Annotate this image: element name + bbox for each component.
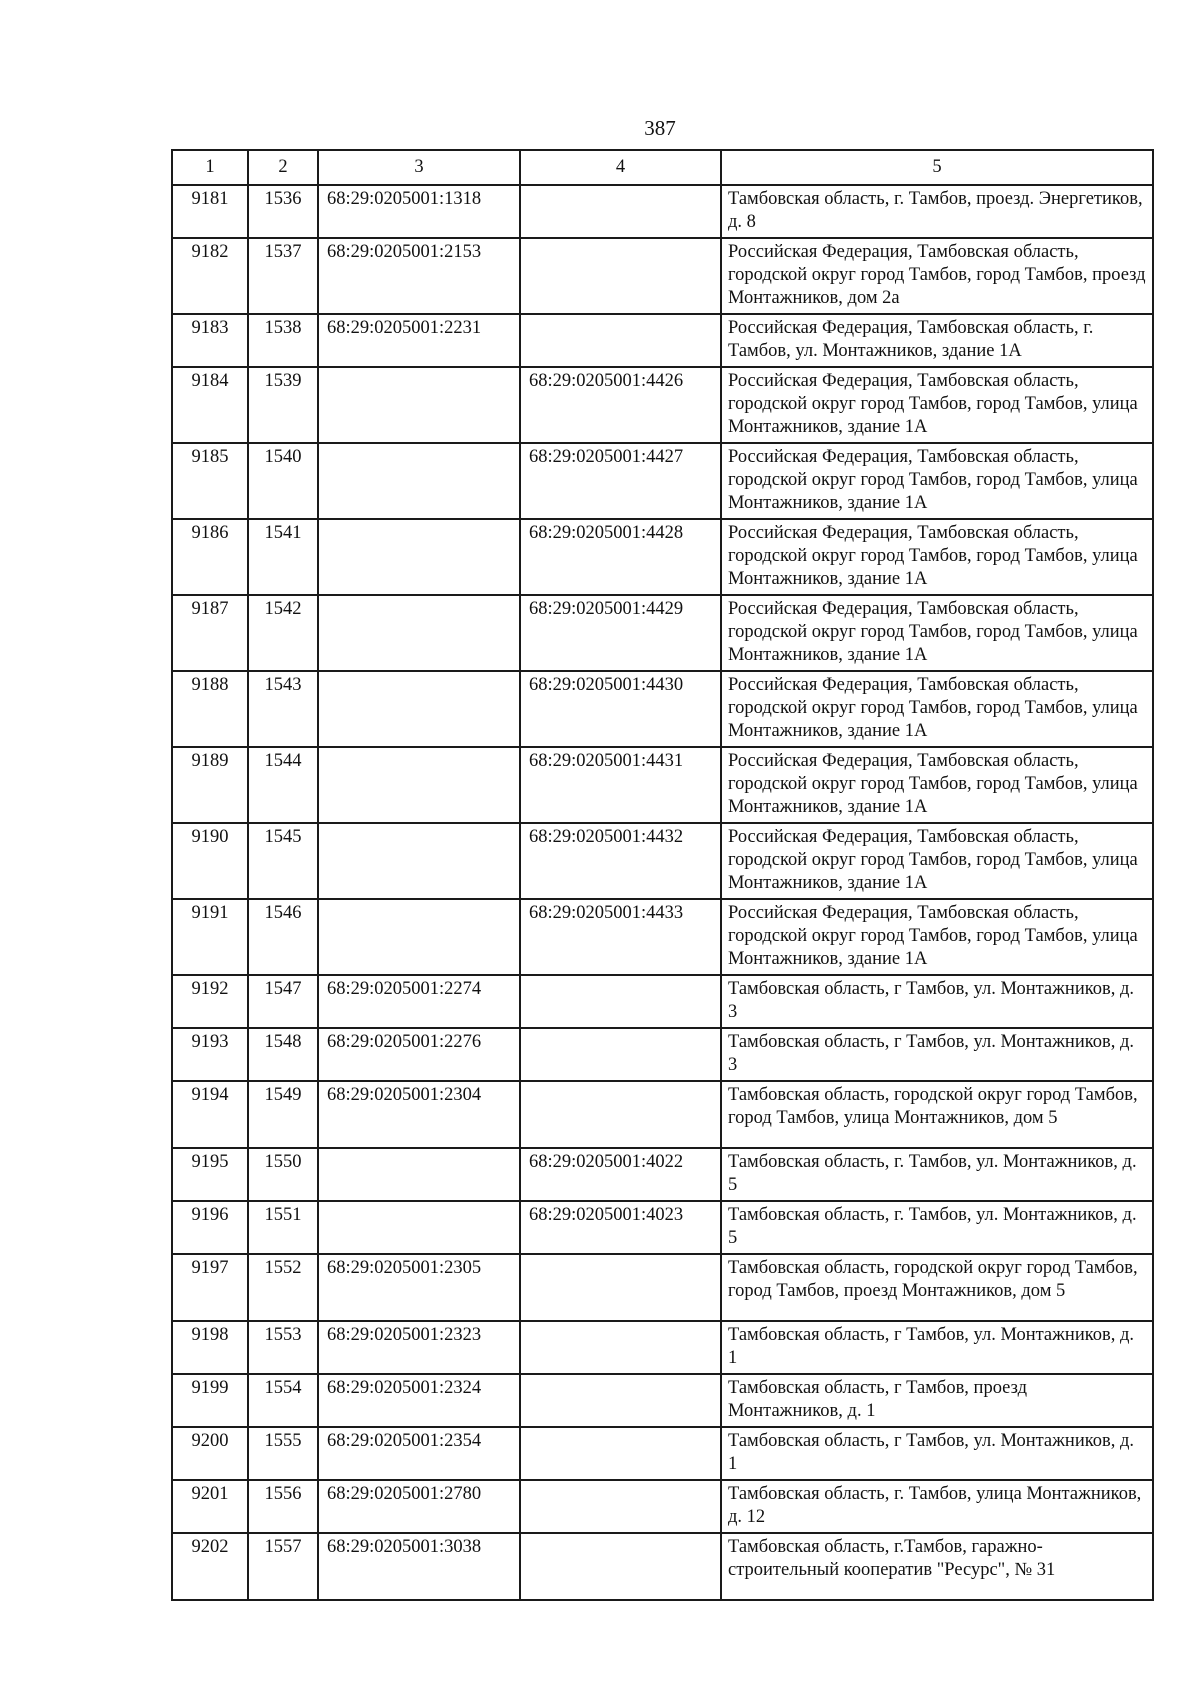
item-index: 1552 <box>248 1254 318 1321</box>
row-number: 9194 <box>172 1081 248 1148</box>
column-header: 4 <box>520 150 721 185</box>
table-row <box>172 367 1153 443</box>
cadastral-number <box>318 595 520 671</box>
item-index: 1537 <box>248 238 318 314</box>
address: Российская Федерация, Тамбовская область, городской округ город Тамбов, город Тамбов, улица Монтажников, здание 1А <box>721 367 1153 443</box>
cadastral-number-object: 68:29:0205001:4428 <box>520 519 721 595</box>
cadastral-number-object <box>520 1028 721 1081</box>
cadastral-number-object <box>520 314 721 367</box>
row-number: 9198 <box>172 1321 248 1374</box>
cadastral-number-object <box>520 1480 721 1533</box>
row-number: 9199 <box>172 1374 248 1427</box>
address: Российская Федерация, Тамбовская область, городской округ город Тамбов, город Тамбов, улица Монтажников, здание 1А <box>721 747 1153 823</box>
cadastral-number: 68:29:0205001:2274 <box>318 975 520 1028</box>
cadastral-number: 68:29:0205001:2354 <box>318 1427 520 1480</box>
table-row <box>172 595 1153 671</box>
cadastral-number: 68:29:0205001:1318 <box>318 185 520 238</box>
column-header: 3 <box>318 150 520 185</box>
cadastral-number: 68:29:0205001:2231 <box>318 314 520 367</box>
row-number: 9185 <box>172 443 248 519</box>
address: Тамбовская область, г. Тамбов, улица Монтажников, д. 12 <box>721 1480 1153 1533</box>
column-header: 2 <box>248 150 318 185</box>
address: Тамбовская область, г Тамбов, ул. Монтажников, д. 3 <box>721 975 1153 1028</box>
table-row <box>172 975 1153 1028</box>
cadastral-number-object: 68:29:0205001:4022 <box>520 1148 721 1201</box>
address: Российская Федерация, Тамбовская область, городской округ город Тамбов, город Тамбов, улица Монтажников, здание 1А <box>721 823 1153 899</box>
row-number: 9193 <box>172 1028 248 1081</box>
item-index: 1555 <box>248 1427 318 1480</box>
table-row <box>172 1321 1153 1374</box>
cadastral-number <box>318 747 520 823</box>
cadastral-number-object: 68:29:0205001:4431 <box>520 747 721 823</box>
address: Тамбовская область, г. Тамбов, ул. Монтажников, д. 5 <box>721 1148 1153 1201</box>
column-header: 1 <box>172 150 248 185</box>
table-row <box>172 519 1153 595</box>
cadastral-number-object: 68:29:0205001:4430 <box>520 671 721 747</box>
table-row <box>172 747 1153 823</box>
item-index: 1543 <box>248 671 318 747</box>
address: Тамбовская область, г.Тамбов, гаражно-строительный кооператив "Ресурс", № 31 <box>721 1533 1153 1600</box>
cadastral-number-object <box>520 238 721 314</box>
cadastral-number <box>318 1201 520 1254</box>
row-number: 9191 <box>172 899 248 975</box>
row-number: 9202 <box>172 1533 248 1600</box>
address: Российская Федерация, Тамбовская область, городской округ город Тамбов, город Тамбов, улица Монтажников, здание 1А <box>721 671 1153 747</box>
address: Российская Федерация, Тамбовская область, городской округ город Тамбов, город Тамбов, улица Монтажников, здание 1А <box>721 443 1153 519</box>
item-index: 1556 <box>248 1480 318 1533</box>
item-index: 1542 <box>248 595 318 671</box>
address: Тамбовская область, г Тамбов, проезд Монтажников, д. 1 <box>721 1374 1153 1427</box>
cadastral-number <box>318 671 520 747</box>
cadastral-number-object: 68:29:0205001:4426 <box>520 367 721 443</box>
row-number: 9190 <box>172 823 248 899</box>
cadastral-number <box>318 899 520 975</box>
address: Тамбовская область, городской округ город Тамбов, город Тамбов, улица Монтажников, дом 5 <box>721 1081 1153 1148</box>
registry-table <box>171 149 1154 1601</box>
table-row <box>172 823 1153 899</box>
cadastral-number-object <box>520 1427 721 1480</box>
row-number: 9187 <box>172 595 248 671</box>
address: Тамбовская область, г Тамбов, ул. Монтажников, д. 1 <box>721 1321 1153 1374</box>
cadastral-number: 68:29:0205001:2323 <box>318 1321 520 1374</box>
item-index: 1547 <box>248 975 318 1028</box>
cadastral-number-object: 68:29:0205001:4023 <box>520 1201 721 1254</box>
item-index: 1541 <box>248 519 318 595</box>
cadastral-number: 68:29:0205001:3038 <box>318 1533 520 1600</box>
table-row <box>172 185 1153 238</box>
cadastral-number-object: 68:29:0205001:4429 <box>520 595 721 671</box>
cadastral-number-object: 68:29:0205001:4432 <box>520 823 721 899</box>
cadastral-number: 68:29:0205001:2153 <box>318 238 520 314</box>
address: Российская Федерация, Тамбовская область, городской округ город Тамбов, город Тамбов, улица Монтажников, здание 1А <box>721 899 1153 975</box>
item-index: 1538 <box>248 314 318 367</box>
item-index: 1549 <box>248 1081 318 1148</box>
table-body <box>172 150 1153 1600</box>
table-header-row <box>172 150 1153 185</box>
table-row <box>172 238 1153 314</box>
row-number: 9186 <box>172 519 248 595</box>
item-index: 1540 <box>248 443 318 519</box>
table-row <box>172 1201 1153 1254</box>
address: Российская Федерация, Тамбовская область, городской округ город Тамбов, город Тамбов, улица Монтажников, здание 1А <box>721 519 1153 595</box>
table-row <box>172 443 1153 519</box>
column-header: 5 <box>721 150 1153 185</box>
item-index: 1553 <box>248 1321 318 1374</box>
cadastral-number <box>318 823 520 899</box>
address: Российская Федерация, Тамбовская область, городской округ город Тамбов, город Тамбов, проезд Монтажников, дом 2а <box>721 238 1153 314</box>
row-number: 9181 <box>172 185 248 238</box>
cadastral-number: 68:29:0205001:2780 <box>318 1480 520 1533</box>
table-row <box>172 1148 1153 1201</box>
cadastral-number-object <box>520 185 721 238</box>
cadastral-number <box>318 519 520 595</box>
cadastral-number-object <box>520 1321 721 1374</box>
item-index: 1545 <box>248 823 318 899</box>
cadastral-number-object: 68:29:0205001:4427 <box>520 443 721 519</box>
table-row <box>172 671 1153 747</box>
table-row <box>172 314 1153 367</box>
cadastral-number: 68:29:0205001:2305 <box>318 1254 520 1321</box>
table-row <box>172 1081 1153 1148</box>
item-index: 1554 <box>248 1374 318 1427</box>
cadastral-number: 68:29:0205001:2324 <box>318 1374 520 1427</box>
cadastral-number-object <box>520 1533 721 1600</box>
row-number: 9184 <box>172 367 248 443</box>
cadastral-number <box>318 443 520 519</box>
cadastral-number-object <box>520 1081 721 1148</box>
table-row <box>172 1533 1153 1600</box>
table-row <box>172 1028 1153 1081</box>
address: Тамбовская область, г. Тамбов, проезд. Энергетиков, д. 8 <box>721 185 1153 238</box>
cadastral-number <box>318 367 520 443</box>
row-number: 9188 <box>172 671 248 747</box>
cadastral-number <box>318 1148 520 1201</box>
address: Российская Федерация, Тамбовская область, городской округ город Тамбов, город Тамбов, улица Монтажников, здание 1А <box>721 595 1153 671</box>
cadastral-number-object: 68:29:0205001:4433 <box>520 899 721 975</box>
row-number: 9201 <box>172 1480 248 1533</box>
row-number: 9192 <box>172 975 248 1028</box>
table-row <box>172 1427 1153 1480</box>
cadastral-number-object <box>520 1374 721 1427</box>
address: Тамбовская область, г Тамбов, ул. Монтажников, д. 3 <box>721 1028 1153 1081</box>
address: Тамбовская область, г. Тамбов, ул. Монтажников, д. 5 <box>721 1201 1153 1254</box>
row-number: 9196 <box>172 1201 248 1254</box>
item-index: 1551 <box>248 1201 318 1254</box>
row-number: 9197 <box>172 1254 248 1321</box>
table-row <box>172 1374 1153 1427</box>
cadastral-number: 68:29:0205001:2304 <box>318 1081 520 1148</box>
item-index: 1544 <box>248 747 318 823</box>
row-number: 9182 <box>172 238 248 314</box>
item-index: 1550 <box>248 1148 318 1201</box>
row-number: 9200 <box>172 1427 248 1480</box>
row-number: 9189 <box>172 747 248 823</box>
row-number: 9195 <box>172 1148 248 1201</box>
address: Российская Федерация, Тамбовская область, г. Тамбов, ул. Монтажников, здание 1А <box>721 314 1153 367</box>
table-row <box>172 1480 1153 1533</box>
cadastral-number-object <box>520 975 721 1028</box>
page-number: 387 <box>644 116 676 140</box>
cadastral-number-object <box>520 1254 721 1321</box>
address: Тамбовская область, городской округ город Тамбов, город Тамбов, проезд Монтажников, дом 5 <box>721 1254 1153 1321</box>
address: Тамбовская область, г Тамбов, ул. Монтажников, д. 1 <box>721 1427 1153 1480</box>
item-index: 1539 <box>248 367 318 443</box>
item-index: 1536 <box>248 185 318 238</box>
row-number: 9183 <box>172 314 248 367</box>
item-index: 1557 <box>248 1533 318 1600</box>
table-row <box>172 899 1153 975</box>
cadastral-number: 68:29:0205001:2276 <box>318 1028 520 1081</box>
item-index: 1546 <box>248 899 318 975</box>
item-index: 1548 <box>248 1028 318 1081</box>
table-row <box>172 1254 1153 1321</box>
